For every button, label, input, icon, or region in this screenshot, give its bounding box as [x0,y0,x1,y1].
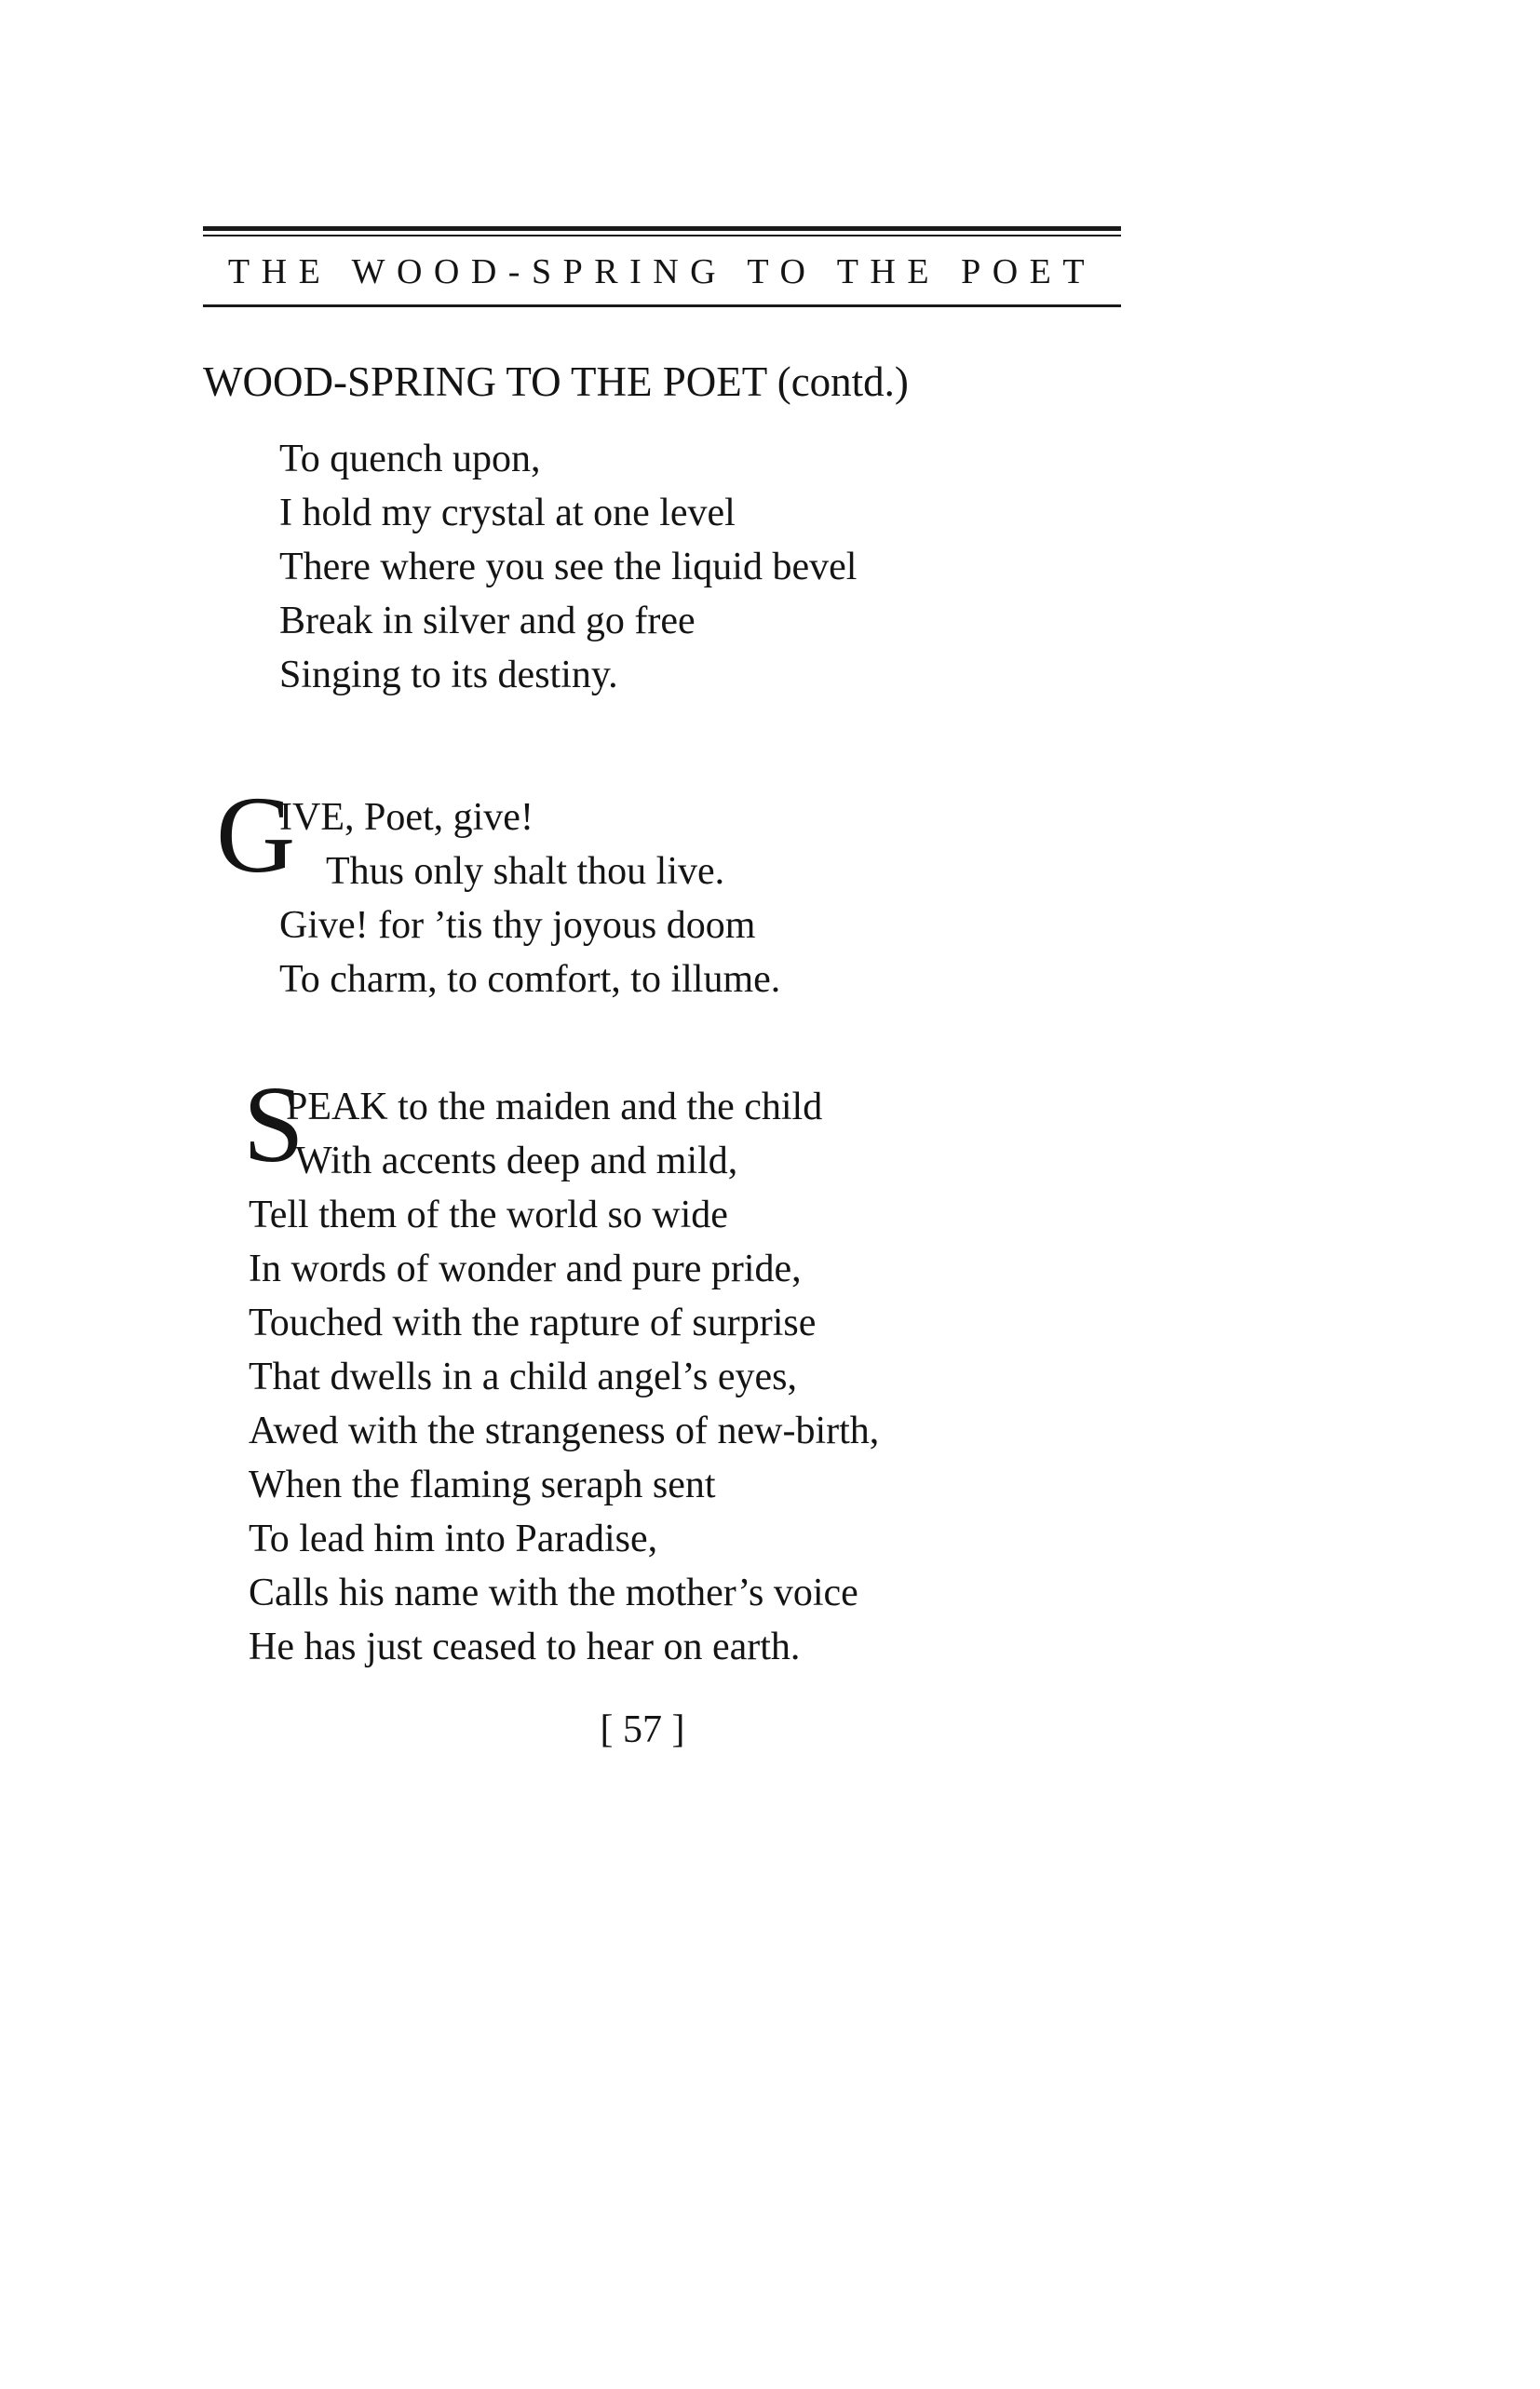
drop-cap: G [216,774,296,896]
verse-line: I hold my crystal at one level [279,492,736,534]
verse-line: He has just ceased to hear on earth. [249,1626,801,1668]
verse-line: Break in silver and go free [279,600,696,642]
verse-line: There where you see the liquid bevel [279,546,858,588]
verse-line: Awed with the strangeness of new-birth, [249,1410,880,1452]
verse-line: With accents deep and mild, [295,1140,738,1182]
header-rule-thick [203,226,1121,231]
verse-line: Calls his name with the mother’s voice [249,1572,858,1614]
header-rule-thin [203,235,1121,236]
verse-line: Singing to its destiny. [279,654,618,696]
verse-line: To lead him into Paradise, [249,1518,658,1560]
verse-line: To quench upon, [279,438,541,480]
stanza-1 [279,432,857,702]
section-title: WOOD-SPRING TO THE POET (contd.) [203,358,909,405]
running-head: THE WOOD-SPRING TO THE POET [227,252,1097,291]
verse-line: Give! for ’tis thy joyous doom [279,904,756,947]
verse-line: Touched with the rapture of surprise [249,1302,817,1344]
verse-line: Tell them of the world so wide [249,1194,728,1236]
verse-line-rest: PEAK to the maiden and the child [286,1086,823,1128]
stanza-2 [216,774,781,1006]
verse-line: In words of wonder and pure pride, [249,1248,802,1290]
header-rule-bottom [203,304,1121,307]
stanza-3 [243,1063,880,1674]
verse-line: When the flaming seraph sent [249,1464,716,1506]
drop-cap: S [243,1063,304,1185]
verse-line: Thus only shalt thou live. [326,850,725,893]
verse-line: That dwells in a child angel’s eyes, [249,1356,798,1398]
verse-line-rest: IVE, Poet, give! [279,796,534,839]
page-number: [ 57 ] [600,1708,685,1751]
verse-line: To charm, to comfort, to illume. [279,958,781,1001]
